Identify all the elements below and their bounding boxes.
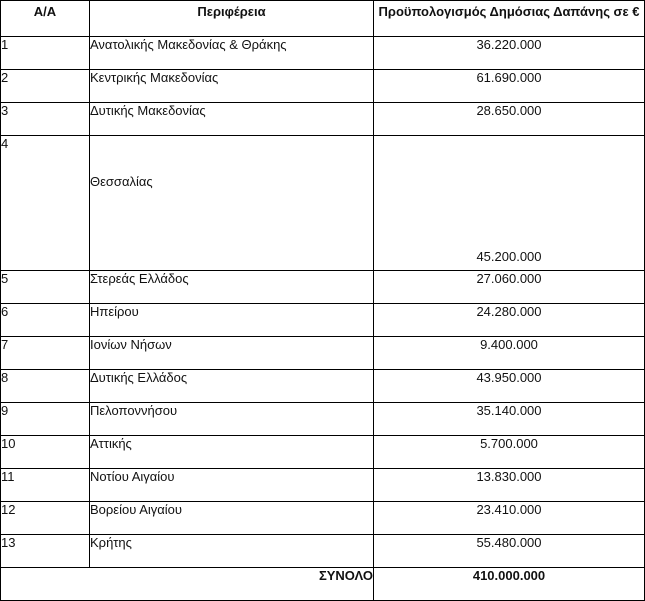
row-region: Ηπείρου — [90, 304, 374, 337]
row-amount: 24.280.000 — [374, 304, 645, 337]
row-amount: 35.140.000 — [374, 403, 645, 436]
row-amount: 55.480.000 — [374, 535, 645, 568]
row-region: Στερεάς Ελλάδος — [90, 271, 374, 304]
header-number: Α/Α — [1, 1, 90, 37]
row-region: Ανατολικής Μακεδονίας & Θράκης — [90, 37, 374, 70]
table-row — [1, 370, 645, 403]
row-amount: 23.410.000 — [374, 502, 645, 535]
header-region: Περιφέρεια — [90, 1, 374, 37]
row-number: 13 — [1, 535, 90, 568]
header-budget: Προϋπολογισμός Δημόσιας Δαπάνης σε € — [374, 1, 645, 37]
table-row — [1, 403, 645, 436]
row-region: Θεσσαλίας — [90, 136, 374, 271]
row-region: Δυτικής Ελλάδος — [90, 370, 374, 403]
row-number: 1 — [1, 37, 90, 70]
table-row — [1, 469, 645, 502]
row-region: Δυτικής Μακεδονίας — [90, 103, 374, 136]
row-amount: 9.400.000 — [374, 337, 645, 370]
row-amount: 43.950.000 — [374, 370, 645, 403]
table-row — [1, 37, 645, 70]
row-region: Κεντρικής Μακεδονίας — [90, 70, 374, 103]
table-row — [1, 436, 645, 469]
row-region: Αττικής — [90, 436, 374, 469]
row-region: Νοτίου Αιγαίου — [90, 469, 374, 502]
row-region: Πελοποννήσου — [90, 403, 374, 436]
row-amount: 28.650.000 — [374, 103, 645, 136]
total-label: ΣΥΝΟΛΟ — [1, 568, 374, 601]
row-number: 11 — [1, 469, 90, 502]
row-number: 12 — [1, 502, 90, 535]
row-amount: 27.060.000 — [374, 271, 645, 304]
row-region: Βορείου Αιγαίου — [90, 502, 374, 535]
row-amount: 36.220.000 — [374, 37, 645, 70]
row-region: Κρήτης — [90, 535, 374, 568]
header-row — [1, 1, 645, 37]
total-amount: 410.000.000 — [374, 568, 645, 601]
row-region: Ιονίων Νήσων — [90, 337, 374, 370]
table-row — [1, 70, 645, 103]
row-number: 5 — [1, 271, 90, 304]
row-number: 6 — [1, 304, 90, 337]
table-row — [1, 337, 645, 370]
row-number: 8 — [1, 370, 90, 403]
row-amount: 45.200.000 — [374, 136, 645, 271]
table-row — [1, 271, 645, 304]
row-number: 10 — [1, 436, 90, 469]
row-amount: 13.830.000 — [374, 469, 645, 502]
table-row — [1, 103, 645, 136]
table-row — [1, 502, 645, 535]
row-number: 2 — [1, 70, 90, 103]
row-amount: 5.700.000 — [374, 436, 645, 469]
row-number: 3 — [1, 103, 90, 136]
total-row — [1, 568, 645, 601]
table-row — [1, 304, 645, 337]
table-row — [1, 535, 645, 568]
row-number: 4 — [1, 136, 90, 271]
table-row — [1, 136, 645, 271]
row-number: 7 — [1, 337, 90, 370]
row-number: 9 — [1, 403, 90, 436]
row-amount: 61.690.000 — [374, 70, 645, 103]
